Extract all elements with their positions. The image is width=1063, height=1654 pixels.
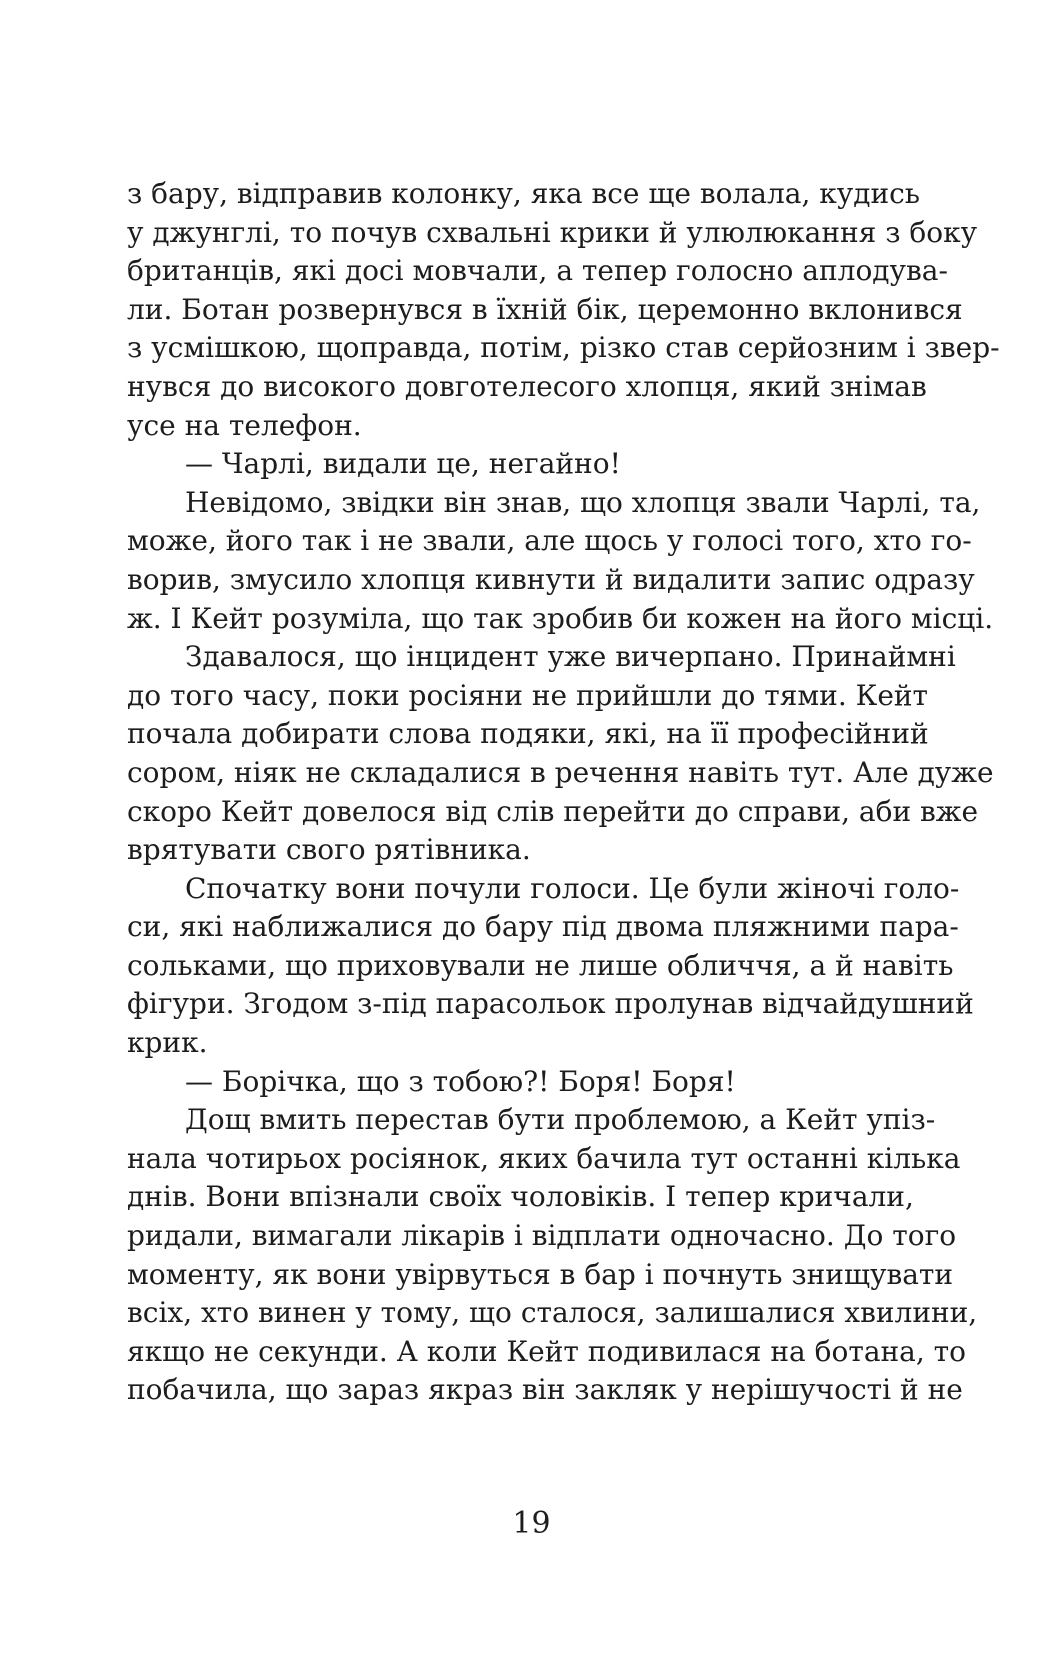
text-line: ж. І Кейт розуміла, що так зробив би кожен на його місці. bbox=[127, 601, 994, 635]
text-line: ли. Ботан розвернувся в їхній бік, церемонно вклонився bbox=[127, 292, 963, 326]
text-line: до того часу, поки росіяни не прийшли до тями. Кейт bbox=[127, 678, 929, 712]
text-line: ворив, змусило хлопця кивнути й видалити запис одразу bbox=[127, 562, 975, 596]
text-line: фігури. Згодом з-під парасольок пролунав відчайдушний bbox=[127, 987, 974, 1021]
text-line: Спочатку вони почули голоси. Це були жіночі голо- bbox=[185, 871, 960, 905]
text-line: крик. bbox=[127, 1026, 208, 1060]
page-number: 19 bbox=[512, 1506, 551, 1541]
text-line: нала чотирьох росіянок, яких бачила тут останні кілька bbox=[127, 1141, 961, 1175]
text-line: усе на телефон. bbox=[127, 408, 362, 442]
text-line: у джунглі, то почув схвальні крики й улюлюкання з боку bbox=[127, 215, 978, 249]
text-line: сольками, що приховували не лише обличчя, а й навіть bbox=[127, 948, 954, 982]
text-line: Дощ вмить перестав бути проблемою, а Кейт упіз- bbox=[185, 1103, 936, 1137]
text-line: почала добирати слова подяки, які, на її професійний bbox=[127, 717, 929, 751]
text-line: всіх, хто винен у тому, що сталося, залишалися хвилини, bbox=[127, 1296, 978, 1330]
body-text-block bbox=[127, 175, 1000, 1410]
text-line: з усмішкою, щоправда, потім, різко став серйозним і звер- bbox=[127, 331, 1000, 365]
text-line: моменту, як вони увірвуться в бар і почнуть знищувати bbox=[127, 1257, 954, 1291]
text-line: сором, ніяк не складалися в речення навіть тут. Але дуже bbox=[127, 755, 994, 789]
text-line: врятувати свого рятівника. bbox=[127, 833, 531, 867]
text-line: — Борічка, що з тобою?! Боря! Боря! bbox=[185, 1064, 736, 1098]
text-line: днів. Вони впізнали своїх чоловіків. І тепер кричали, bbox=[127, 1180, 914, 1214]
text-line: скоро Кейт довелося від слів перейти до справи, аби вже bbox=[127, 794, 979, 828]
text-line: — Чарлі, видали це, негайно! bbox=[185, 447, 621, 481]
text-line: британців, які досі мовчали, а тепер голосно аплодува- bbox=[127, 254, 948, 288]
text-line: Здавалося, що інцидент уже вичерпано. Принаймні bbox=[185, 640, 956, 674]
text-line: си, які наближалися до бару під двома пляжними пара- bbox=[127, 910, 959, 944]
text-line: ридали, вимагали лікарів і відплати одночасно. До того bbox=[127, 1219, 957, 1253]
text-line: нувся до високого довготелесого хлопця, який знімав bbox=[127, 369, 927, 403]
text-line: якщо не секунди. А коли Кейт подивилася на ботана, то bbox=[127, 1334, 967, 1368]
text-line: з бару, відправив колонку, яка все ще волала, кудись bbox=[127, 177, 921, 210]
text-line: може, його так і не звали, але щось у голосі того, хто го- bbox=[127, 524, 972, 558]
text-line: побачила, що зараз якраз він закляк у нерішучості й не bbox=[127, 1373, 963, 1407]
text-line: Невідомо, звідки він знав, що хлопця звали Чарлі, та, bbox=[185, 485, 981, 519]
